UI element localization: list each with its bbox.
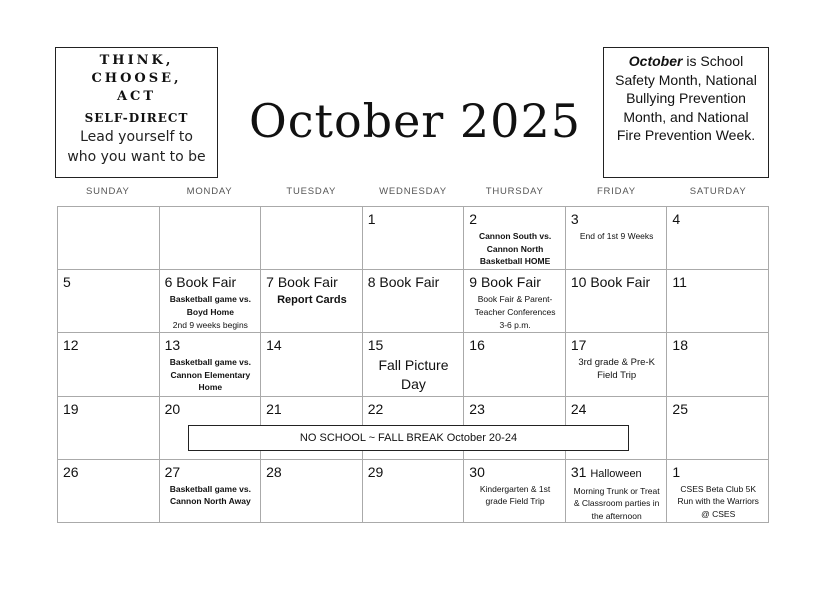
day-note: 3-6 p.m.	[499, 320, 531, 331]
day-note: Kindergarten & 1st grade Field Trip	[479, 483, 551, 507]
day-number: 27	[164, 463, 181, 480]
day-note: Basketball game vs. Cannon North Away	[169, 483, 251, 507]
day-header	[63, 273, 155, 292]
day-header	[672, 463, 764, 482]
day-header	[672, 400, 764, 419]
day-cell	[566, 270, 668, 333]
day-cell	[667, 397, 769, 460]
day-header	[266, 400, 358, 419]
day-cell	[566, 333, 668, 396]
motto-choose: CHOOSE,	[91, 71, 182, 86]
day-number: 5	[63, 274, 71, 291]
day-number: 12	[63, 337, 79, 354]
day-number: 30	[469, 463, 485, 480]
day-number: 28	[266, 463, 282, 480]
day-note: Report Cards	[277, 294, 347, 307]
day-number: 24	[570, 400, 587, 417]
day-header	[368, 273, 460, 292]
awareness-text: is School Safety Month, National Bullying Prevention Month, and National Fire Prevention Week.	[615, 53, 757, 144]
day-cell	[464, 207, 566, 270]
motto-self-direct: SELF-DIRECT	[84, 111, 189, 125]
day-number: 6	[164, 274, 173, 291]
day-number: 20	[164, 400, 181, 417]
day-cell	[58, 460, 160, 523]
day-cell	[667, 460, 769, 523]
day-header	[165, 400, 257, 419]
empty-day-cell	[160, 207, 262, 270]
day-header	[571, 463, 663, 484]
day-header	[469, 400, 561, 419]
day-number: 4	[672, 211, 681, 227]
day-event-title: Book Fair	[590, 274, 651, 291]
day-number: 9	[469, 274, 478, 291]
day-header	[368, 463, 460, 482]
day-number: 29	[367, 463, 384, 480]
day-number: 8	[367, 274, 376, 291]
day-event-title: Halloween	[590, 467, 642, 480]
motto-box	[55, 47, 218, 178]
day-cell	[566, 460, 668, 523]
day-cell	[363, 460, 465, 523]
day-cell	[261, 333, 363, 396]
day-number: 19	[63, 400, 79, 417]
day-note: Morning Trunk or Treat & Classroom parties in the afternoon	[573, 485, 660, 521]
weekday-tuesday: TUESDAY	[286, 186, 337, 197]
day-number: 13	[164, 337, 181, 354]
day-note: Basketball game vs. Cannon Elementary Home	[169, 357, 251, 393]
day-cell	[58, 270, 160, 333]
day-header	[571, 400, 663, 419]
day-header	[368, 336, 460, 355]
day-header	[469, 336, 561, 355]
awareness-month-word: October	[628, 53, 683, 69]
motto-who-line: who you want to be	[67, 149, 206, 165]
day-number: 1	[367, 211, 376, 227]
weekday-monday: MONDAY	[186, 186, 233, 197]
day-header	[368, 210, 460, 229]
weekday-saturday: SATURDAY	[689, 186, 747, 197]
day-note: Basketball game vs. Boyd Home	[169, 294, 251, 317]
day-number: 18	[672, 337, 688, 354]
day-note: 3rd grade & Pre-K Field Trip	[578, 357, 655, 382]
weekday-friday: FRIDAY	[596, 186, 636, 197]
day-cell	[261, 460, 363, 523]
day-cell	[363, 270, 465, 333]
motto-lead-line: Lead yourself to	[80, 129, 193, 145]
day-event-title: Book Fair	[480, 274, 541, 291]
day-header	[571, 273, 663, 292]
empty-day-cell	[261, 207, 363, 270]
day-number: 1	[672, 463, 681, 480]
day-header	[469, 463, 561, 482]
day-cell	[667, 333, 769, 396]
day-cell	[160, 460, 262, 523]
day-number: 2	[469, 211, 478, 227]
day-header	[469, 273, 561, 292]
day-number: 23	[469, 400, 485, 417]
day-header	[672, 336, 764, 355]
day-number: 31	[570, 463, 587, 480]
motto-act: ACT	[116, 89, 157, 104]
day-cell	[261, 270, 363, 333]
day-note: Cannon South vs. Cannon North Basketball HOME	[478, 231, 552, 266]
day-cell	[363, 333, 465, 396]
empty-day-cell	[58, 207, 160, 270]
day-cell	[667, 270, 769, 333]
day-note: Book Fair & Parent-Teacher Conferences	[474, 294, 556, 317]
day-header	[165, 463, 257, 482]
day-event-title: Book Fair	[176, 274, 237, 291]
day-header	[469, 210, 561, 229]
day-header	[571, 336, 663, 355]
day-cell	[566, 207, 668, 270]
day-number: 26	[63, 463, 79, 480]
day-cell	[464, 333, 566, 396]
day-number: 16	[469, 337, 485, 354]
day-header	[63, 463, 155, 482]
day-note: 2nd 9 weeks begins	[172, 320, 248, 331]
day-note: End of 1st 9 Weeks	[579, 231, 654, 241]
calendar-grid	[57, 206, 769, 523]
day-header	[672, 210, 764, 229]
day-cell	[363, 207, 465, 270]
day-header	[165, 273, 257, 292]
day-cell	[160, 333, 262, 396]
day-note: Fall Picture Day	[378, 357, 449, 393]
day-header	[368, 400, 460, 419]
weekday-wednesday: WEDNESDAY	[379, 186, 447, 197]
weekday-sunday: SUNDAY	[86, 186, 130, 197]
day-note: CSES Beta Club 5K Run with the Warriors @ CSES	[677, 483, 759, 519]
day-number: 7	[266, 274, 274, 291]
day-header	[266, 273, 358, 292]
day-number: 10	[570, 274, 587, 291]
fall-break-banner: NO SCHOOL ~ FALL BREAK October 20-24	[188, 425, 629, 451]
day-number: 22	[367, 400, 384, 417]
day-cell	[58, 397, 160, 460]
day-header	[165, 336, 257, 355]
page-title: October 2025	[248, 94, 581, 148]
day-number: 3	[570, 211, 579, 227]
motto-think: THINK,	[99, 53, 174, 68]
day-event-title: Book Fair	[379, 274, 440, 291]
day-header	[266, 463, 358, 482]
weekday-header-row	[57, 186, 769, 200]
day-header	[571, 210, 663, 229]
day-cell	[464, 270, 566, 333]
day-number: 14	[266, 337, 282, 354]
day-header	[63, 336, 155, 355]
day-number: 25	[672, 400, 688, 417]
day-cell	[160, 270, 262, 333]
day-cell	[464, 460, 566, 523]
weekday-thursday: THURSDAY	[485, 186, 544, 197]
day-event-title: Book Fair	[277, 274, 338, 291]
awareness-box	[603, 47, 769, 178]
day-cell	[58, 333, 160, 396]
day-header	[63, 400, 155, 419]
day-number: 17	[570, 337, 587, 354]
day-number: 11	[672, 274, 687, 291]
day-header	[672, 273, 764, 292]
day-cell	[667, 207, 769, 270]
day-header	[266, 336, 358, 355]
day-number: 15	[367, 337, 384, 354]
day-number: 21	[266, 400, 282, 417]
